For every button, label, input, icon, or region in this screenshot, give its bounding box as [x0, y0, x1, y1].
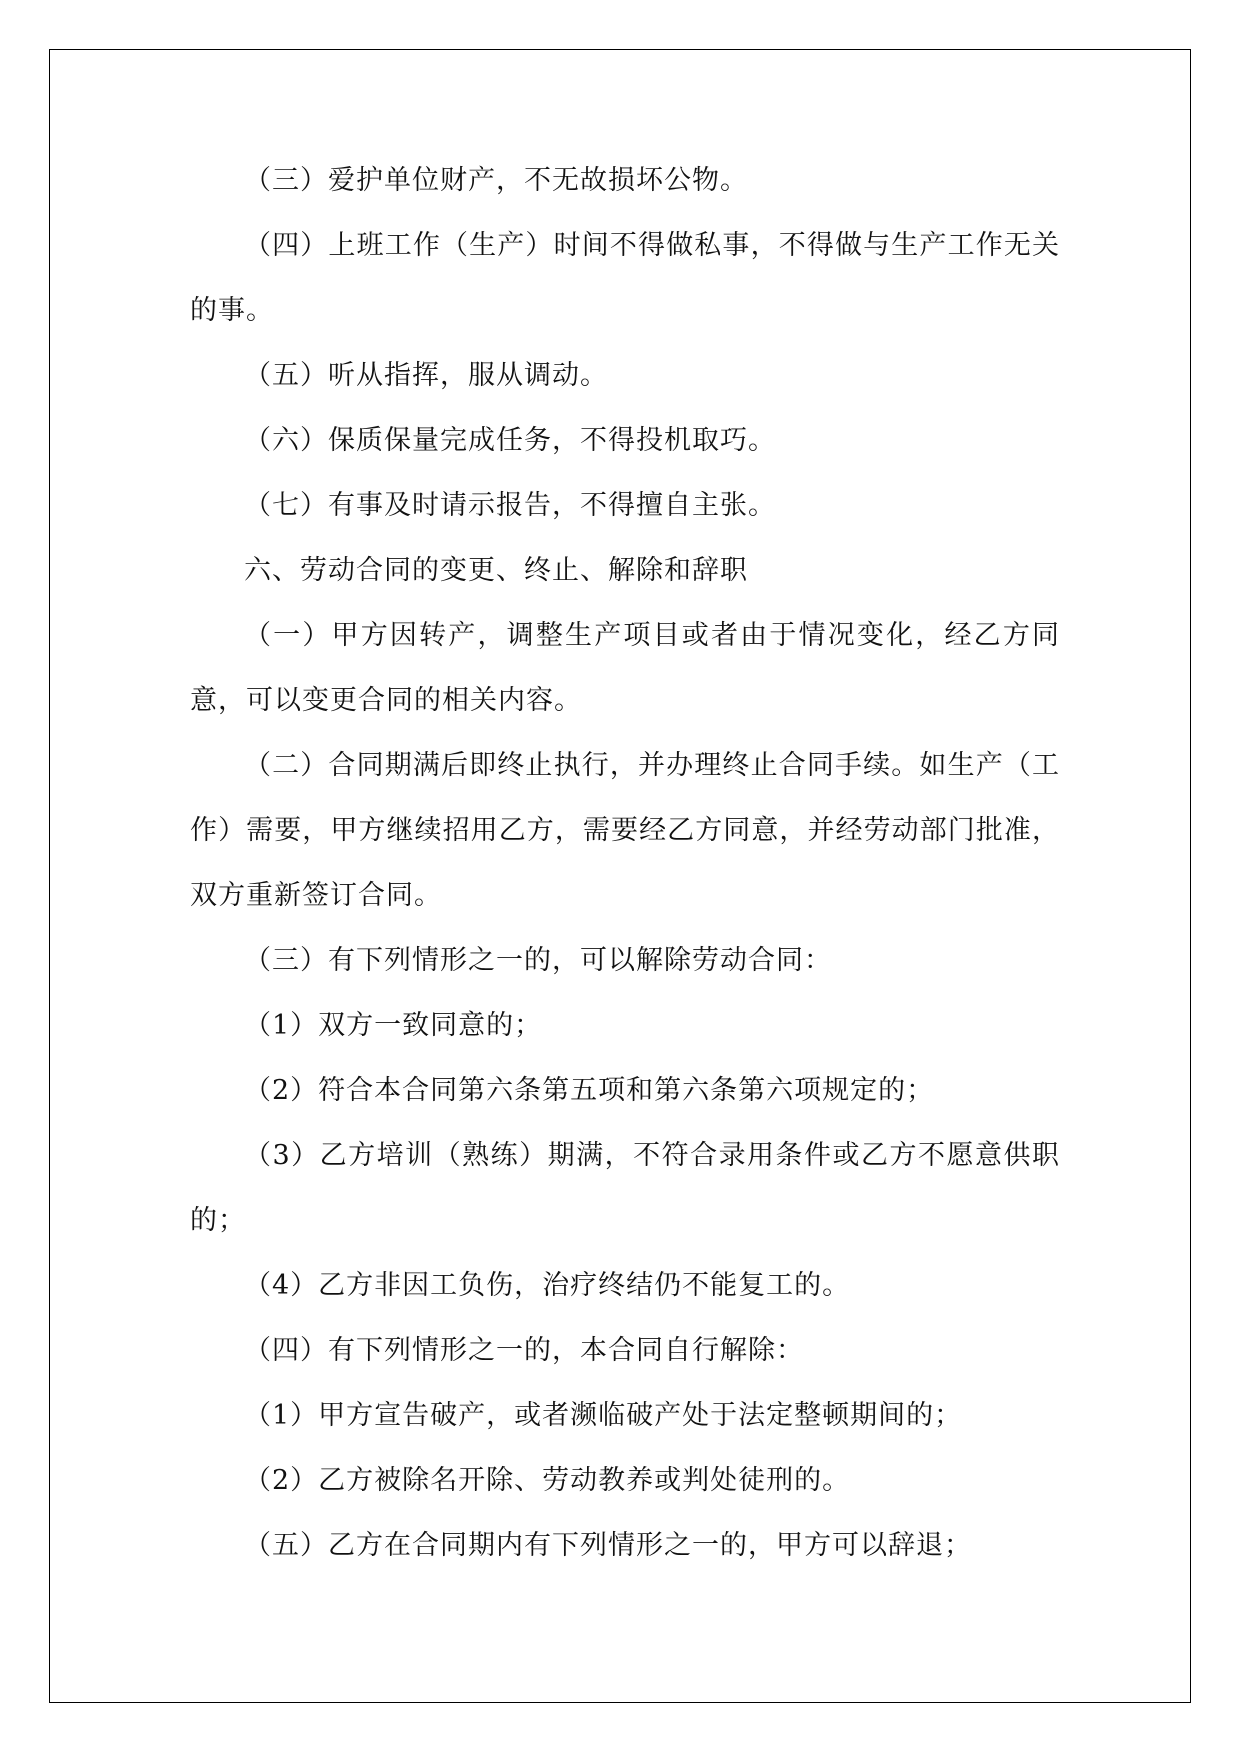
paragraph-duty-6: （六）保质保量完成任务，不得投机取巧。: [244, 425, 776, 456]
paragraph-duty-4: （四）上班工作（生产）时间不得做私事，不得做与生产工作无关的事。: [190, 230, 1060, 326]
list-item-4-1: （1）甲方宣告破产，或者濒临破产处于法定整顿期间的；: [244, 1400, 963, 1431]
paragraph-duty-7: （七）有事及时请示报告，不得擅自主张。: [244, 490, 776, 521]
list-item-3-2: （2）符合本合同第六条第五项和第六条第六项规定的；: [244, 1075, 935, 1106]
list-item-3-1: （1）双方一致同意的；: [244, 1010, 543, 1041]
paragraph-clause-3: （三）有下列情形之一的，可以解除劳动合同：: [244, 945, 832, 976]
paragraph-clause-4: （四）有下列情形之一的，本合同自行解除：: [244, 1335, 804, 1366]
section-heading-6: 六、劳动合同的变更、终止、解除和辞职: [244, 555, 748, 586]
paragraph-clause-1: （一）甲方因转产，调整生产项目或者由于情况变化，经乙方同意，可以变更合同的相关内容。: [190, 620, 1060, 716]
paragraph-clause-5: （五）乙方在合同期内有下列情形之一的，甲方可以辞退；: [244, 1530, 972, 1561]
document-body: [190, 148, 1060, 1578]
paragraph-clause-2: （二）合同期满后即终止执行，并办理终止合同手续。如生产（工作）需要，甲方继续招用乙方，需要经乙方同意，并经劳动部门批准，双方重新签订合同。: [190, 750, 1060, 911]
paragraph-duty-3: （三）爱护单位财产，不无故损坏公物。: [244, 165, 748, 196]
list-item-4-2: （2）乙方被除名开除、劳动教养或判处徒刑的。: [244, 1465, 851, 1496]
list-item-3-4: （4）乙方非因工负伤，治疗终结仍不能复工的。: [244, 1270, 851, 1301]
list-item-3-3: （3）乙方培训（熟练）期满，不符合录用条件或乙方不愿意供职的；: [190, 1140, 1060, 1236]
paragraph-duty-5: （五）听从指挥，服从调动。: [244, 360, 608, 391]
